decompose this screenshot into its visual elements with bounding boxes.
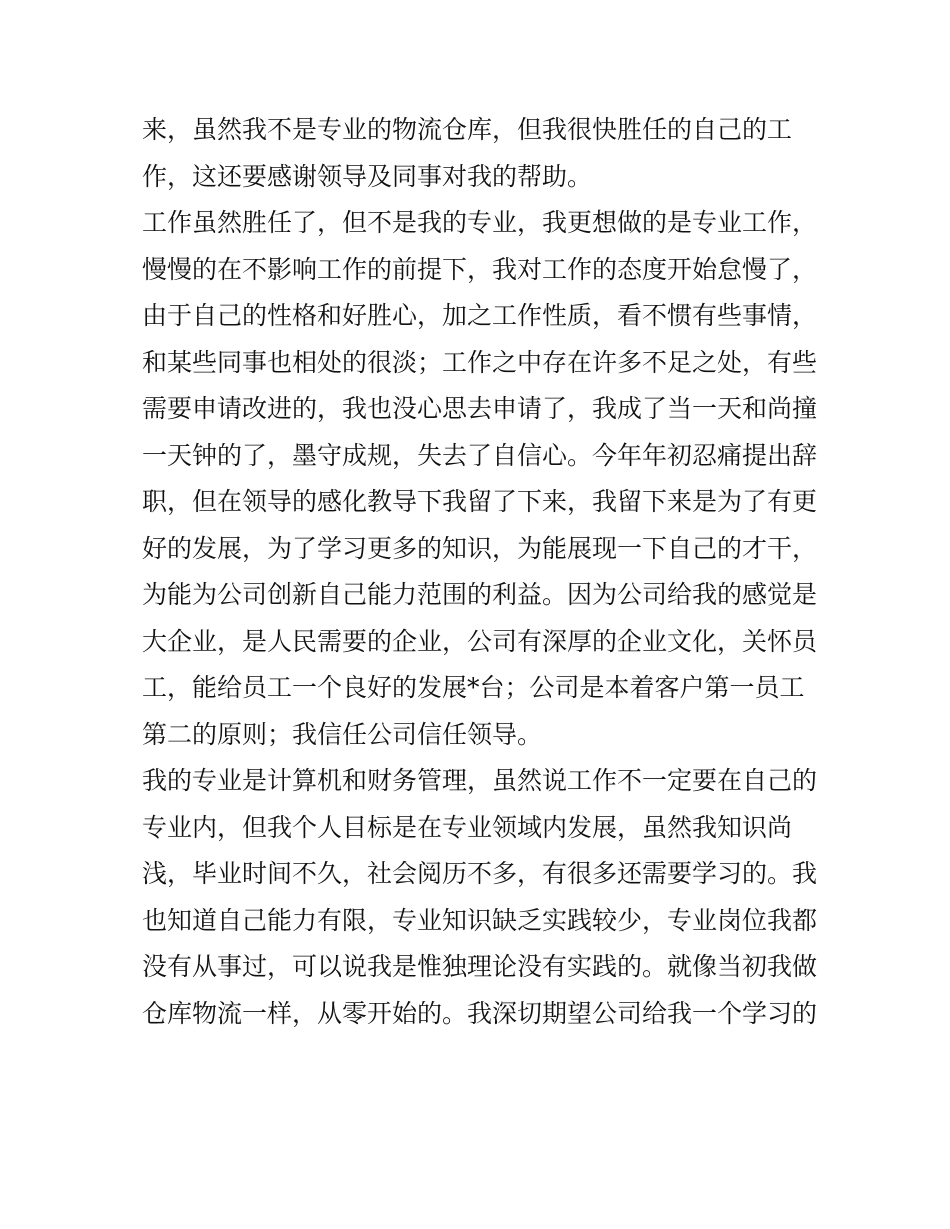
body-text [142,107,822,1037]
text-line: 和某些同事也相处的很淡；工作之中存在许多不足之处，有些 [142,347,818,377]
text-line: 慢慢的在不影响工作的前提下，我对工作的态度开始怠慢了， [142,254,818,284]
text-line: 仓库物流一样，从零开始的。我深切期望公司给我一个学习的 [142,998,818,1028]
text-line: 来，虽然我不是专业的物流仓库，但我很快胜任的自己的工 [142,115,793,144]
text-line: 需要申请改进的，我也没心思去申请了，我成了当一天和尚撞 [142,394,818,423]
text-line: 我的专业是计算机和财务管理，虽然说工作不一定要在自己的 [142,766,818,795]
text-line: 工，能给员工一个良好的发展*台；公司是本着客户第一员工 [142,673,805,702]
text-line: 作，这还要感谢领导及同事对我的帮助。 [142,161,593,191]
text-line: 专业内，但我个人目标是在专业领域内发展，虽然我知识尚 [142,812,793,842]
text-line: 大企业，是人民需要的企业，公司有深厚的企业文化，关怀员 [142,626,818,656]
text-line: 也知道自己能力有限，专业知识缺乏实践较少，专业岗位我都 [142,905,818,935]
text-line: 好的发展，为了学习更多的知识，为能展现一下自己的才干， [142,533,818,563]
text-line: 一天钟的了，墨守成规，失去了自信心。今年年初忍痛提出辞 [142,440,818,470]
text-line: 没有从事过，可以说我是惟独理论没有实践的。就像当初我做 [142,952,818,981]
text-line: 工作虽然胜任了，但不是我的专业，我更想做的是专业工作， [142,208,818,237]
text-line: 由于自己的性格和好胜心，加之工作性质，看不惯有些事情， [142,301,818,330]
text-line: 浅，毕业时间不久，社会阅历不多，有很多还需要学习的。我 [142,859,818,888]
text-line: 为能为公司创新自己能力范围的利益。因为公司给我的感觉是 [142,580,818,609]
text-line: 职，但在领导的感化教导下我留了下来，我留下来是为了有更 [142,487,818,516]
text-line: 第二的原则；我信任公司信任领导。 [142,719,543,749]
